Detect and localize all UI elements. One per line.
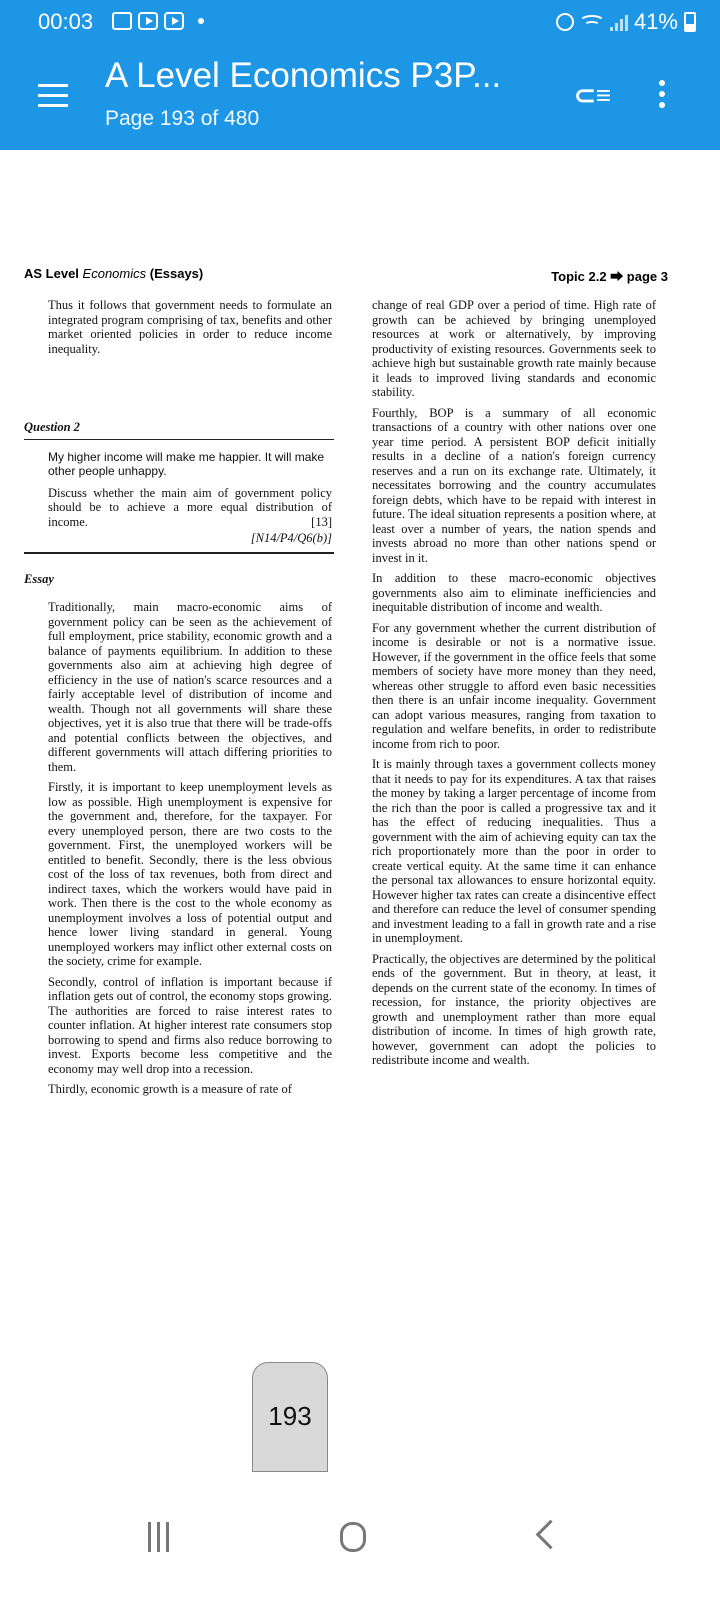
hamburger-icon[interactable]	[38, 84, 68, 108]
question-text: Discuss whether the main aim of government policy should be to achieve a more equal distribution of income. [13]	[48, 485, 332, 529]
status-time: 00:03	[38, 9, 94, 34]
more-notifications-dot-icon	[198, 18, 204, 24]
essay-paragraph: For any government whether the current distribution of income is desirable or not is a normative issue. However, if the government in the office feels that some members of society have more money than they need, whereas other struggle to afford even basic necessities then there is an unfair income inequality. Government can adopt various measures, ranging from taxation to regulation and welfare benefits, in order to redistribute income from rich to poor.	[372, 620, 656, 751]
divider-thick	[24, 552, 334, 554]
divider	[24, 439, 334, 440]
battery-icon	[684, 12, 696, 32]
wifi-icon	[580, 13, 604, 31]
youtube-notification-icon	[138, 12, 158, 30]
reflow-text-icon[interactable]: ⊂≡	[574, 80, 611, 110]
document-title: A Level Economics P3P...	[105, 56, 502, 95]
essay-paragraph: Thirdly, economic growth is a measure of rate of	[48, 1082, 292, 1096]
signal-icon	[610, 13, 628, 31]
essay-paragraph: In addition to these macro-economic objectives governments also aim to eliminate inefficiencies and inequitable distribution of income and wealth.	[372, 571, 656, 614]
page-number-badge[interactable]: 193	[252, 1362, 328, 1472]
question-marks: [13]	[311, 514, 332, 529]
essay-paragraph: Firstly, it is important to keep unemployment levels as low as possible. High unemployment is expensive for the government and, therefore, for the taxpayer. For every unemployed person, there are two costs to the government. First, the unemployed workers will be entitled to benefit. Secondly, there is the less obvious cost of the loss of tax revenues, both from direct and indirect taxes, which the workers would have paid in work. Then there is the cost to the whole economy as unemployment involves a loss of potential output and hence lower living standard in general. Young unemployed workers may inflict other external costs on the society, crime for example.	[48, 780, 332, 968]
essay-paragraph: Practically, the objectives are determined by the political ends of the government. But in theory, at least, it depends on the current state of the economy. In times of recession, for instance, the priority objectives are growth and unemployment rather than more equal distribution of income. In times of high growth rate, however, government can adopt the policies to redistribute income and wealth.	[372, 951, 656, 1067]
page-header-right: Topic 2.2 ⮕ page 3	[551, 269, 668, 284]
right-column	[372, 298, 656, 1074]
system-nav-bar	[0, 1480, 720, 1600]
status-bar	[0, 0, 720, 44]
back-icon[interactable]	[536, 1520, 566, 1550]
page-header-left: AS Level Economics (Essays)	[24, 266, 204, 281]
home-icon[interactable]	[340, 1522, 366, 1552]
question-label: Question 2	[24, 420, 80, 434]
system-status-icons	[556, 9, 696, 35]
essay-paragraph: Secondly, control of inflation is important because if inflation gets out of control, the economy stops growing. The authorities are forced to raise interest rates to counter inflation. At higher interest rate consumers stop borrowing to spend and firms also reduce borrowing to invest. Exports become less competitive and the economy may well drop into a recession.	[48, 974, 332, 1076]
more-vert-icon[interactable]	[657, 80, 667, 114]
alarm-icon	[556, 13, 574, 31]
app-bar	[0, 44, 720, 150]
essay-paragraph: It is mainly through taxes a government collects money that it needs to pay for its expenditures. A tax that raises the money by taking a larger percentage of income from the rich than the poor is called a progressive tax and it has the effect of reducing inequalities. Thus a government with the aim of achieving equity can tax the rich proportionately more than the poor in order to create vertical equity. At the same time it can enhance the personal tax allowances to ensure horizontal equity. However higher tax rates can create a disincentive effect and therefore can reduce the level of consumer spending and investment leading to a fall in growth rate and a rise in unemployment.	[372, 757, 656, 945]
question-quote: My higher income will make me happier. It will make other people unhappy.	[48, 449, 325, 478]
battery-percent: 41%	[633, 9, 678, 34]
essay-paragraph: change of real GDP over a period of time. High rate of growth can be achieved by bringing unemployed resources at work or alternatively, by improving productivity of existing resources. Governments seek to achieve high but sustainable growth rate mainly because it leads to improved living standards and economic stability.	[372, 298, 656, 399]
notification-icons	[112, 12, 204, 30]
essay-paragraph: Fourthly, BOP is a summary of all economic transactions of a country with other nations over one year time period. A persistent BOP deficit initially results in a decline of a nation's foreign currency reserves and a run on its exchange rate. Ultimately, it necessitates borrowing and the country accumulates foreign debts, which have to be repaid with interest in future. The ideal situation represents a position where, at least over a number of years, the nation spends and invests abroad no more than other nations spend or invest in it.	[372, 405, 656, 565]
youtube-notification-icon-2	[164, 12, 184, 30]
essay-paragraph: Traditionally, main macro-economic aims of government policy can be seen as the achievement of full employment, price stability, economic growth and a balance of payments equilibrium. In addition to these governments also aim at achieving high degree of efficiency in the use of nation's scarce resources and a fairly acceptable level of distribution of income and wealth. Though not all governments will share these objectives, yet it is also true that there will be trade-offs and potential conflicts between the objectives, and different governments will attach differing priorities to them.	[48, 600, 332, 774]
left-column	[24, 298, 332, 1103]
intro-paragraph: Thus it follows that government needs to formulate an integrated program comprising of tax, benefits and other market oriented policies in order to reduce income inequality.	[48, 298, 332, 356]
pdf-page[interactable]	[0, 150, 720, 1480]
essay-label: Essay	[24, 571, 54, 586]
question-reference: [N14/P4/Q6(b)]	[250, 531, 332, 545]
page-indicator: Page 193 of 480	[105, 107, 260, 130]
recents-icon[interactable]	[148, 1522, 170, 1552]
gallery-notification-icon	[112, 12, 132, 30]
